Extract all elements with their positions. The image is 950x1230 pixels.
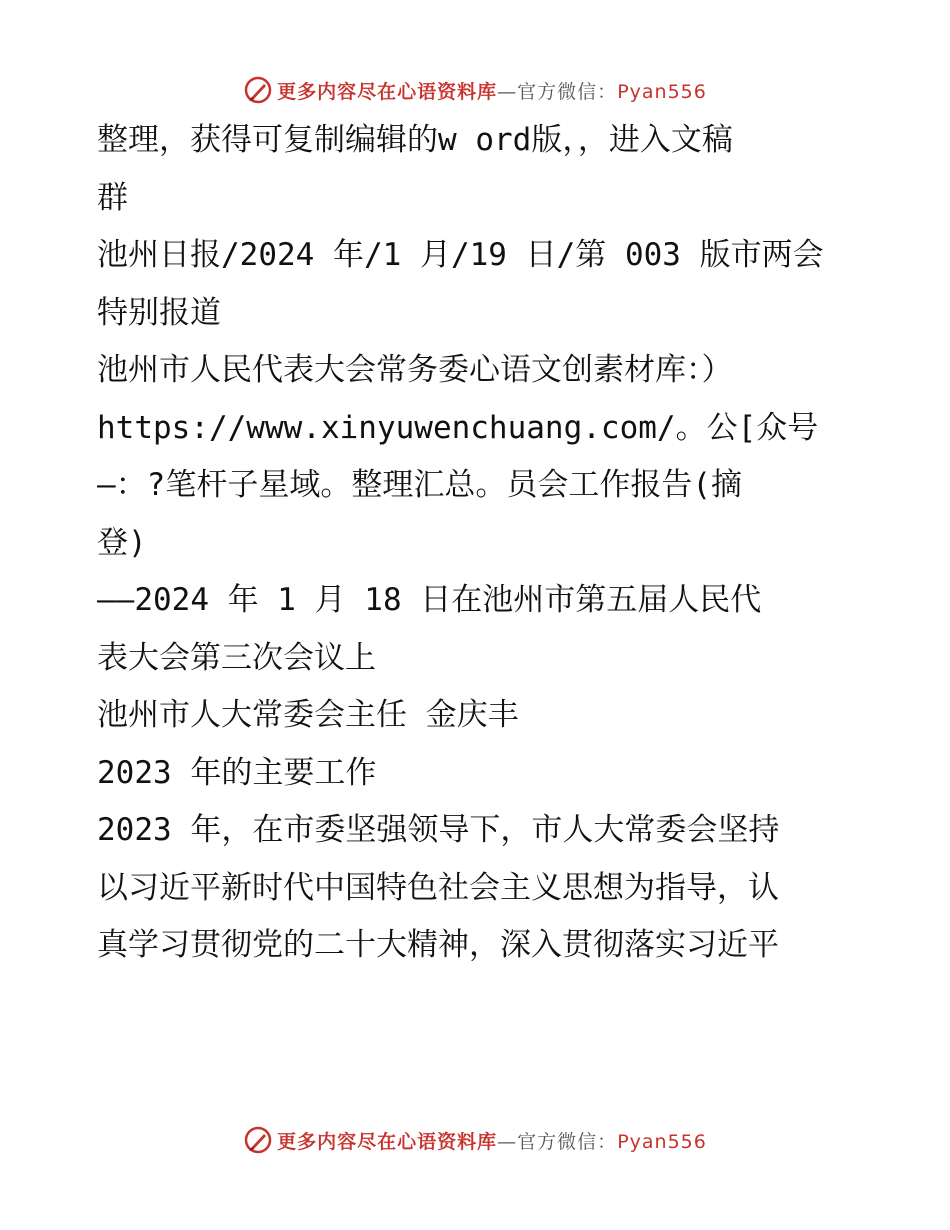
- text-line: https://www.xinyuwenchuang.com/。公[众号: [97, 409, 819, 446]
- quill-logo-icon: [243, 75, 273, 105]
- text-line: 特别报道: [97, 294, 221, 331]
- watermark-separator: —: [497, 1130, 518, 1153]
- watermark-official-label: 官方微信：: [517, 80, 618, 103]
- text-line: 登): [97, 524, 147, 561]
- watermark-account: Pyan556: [617, 1130, 707, 1153]
- watermark-official-label: 官方微信：: [517, 1130, 618, 1153]
- text-line: 整理，获得可复制编辑的w ord版，，进入文稿: [97, 122, 733, 158]
- watermark-banner-top: [0, 72, 950, 108]
- text-line: ——2024 年 1 月 18 日在池州市第五届人民代: [97, 582, 762, 618]
- text-line: 表大会第三次会议上: [97, 639, 376, 676]
- watermark-separator: —: [497, 80, 518, 103]
- watermark-brand: 更多内容尽在心语资料库: [277, 80, 498, 103]
- quill-logo-icon: [243, 1125, 273, 1155]
- text-line: 池州日报/2024 年/1 月/19 日/第 003 版市两会: [97, 237, 824, 273]
- text-line: 群: [97, 179, 128, 216]
- text-line: 池州市人大常委会主任 金庆丰: [97, 697, 519, 733]
- watermark-brand: 更多内容尽在心语资料库: [277, 1130, 498, 1153]
- text-line: —：?笔杆子星域。整理汇总。员会工作报告(摘: [97, 467, 742, 503]
- text-line: 以习近平新时代中国特色社会主义思想为指导，认: [97, 869, 779, 906]
- text-line: 池州市人民代表大会常务委心语文创素材库：）: [97, 352, 733, 388]
- text-line: 真学习贯彻党的二十大精神，深入贯彻落实习近平: [97, 927, 779, 963]
- watermark-banner-bottom: [0, 1122, 950, 1158]
- body-text: [97, 112, 857, 975]
- text-line: 2023 年，在市委坚强领导下，市人大常委会坚持: [97, 812, 780, 848]
- watermark-account: Pyan556: [617, 80, 707, 103]
- text-line: 2023 年的主要工作: [97, 754, 377, 791]
